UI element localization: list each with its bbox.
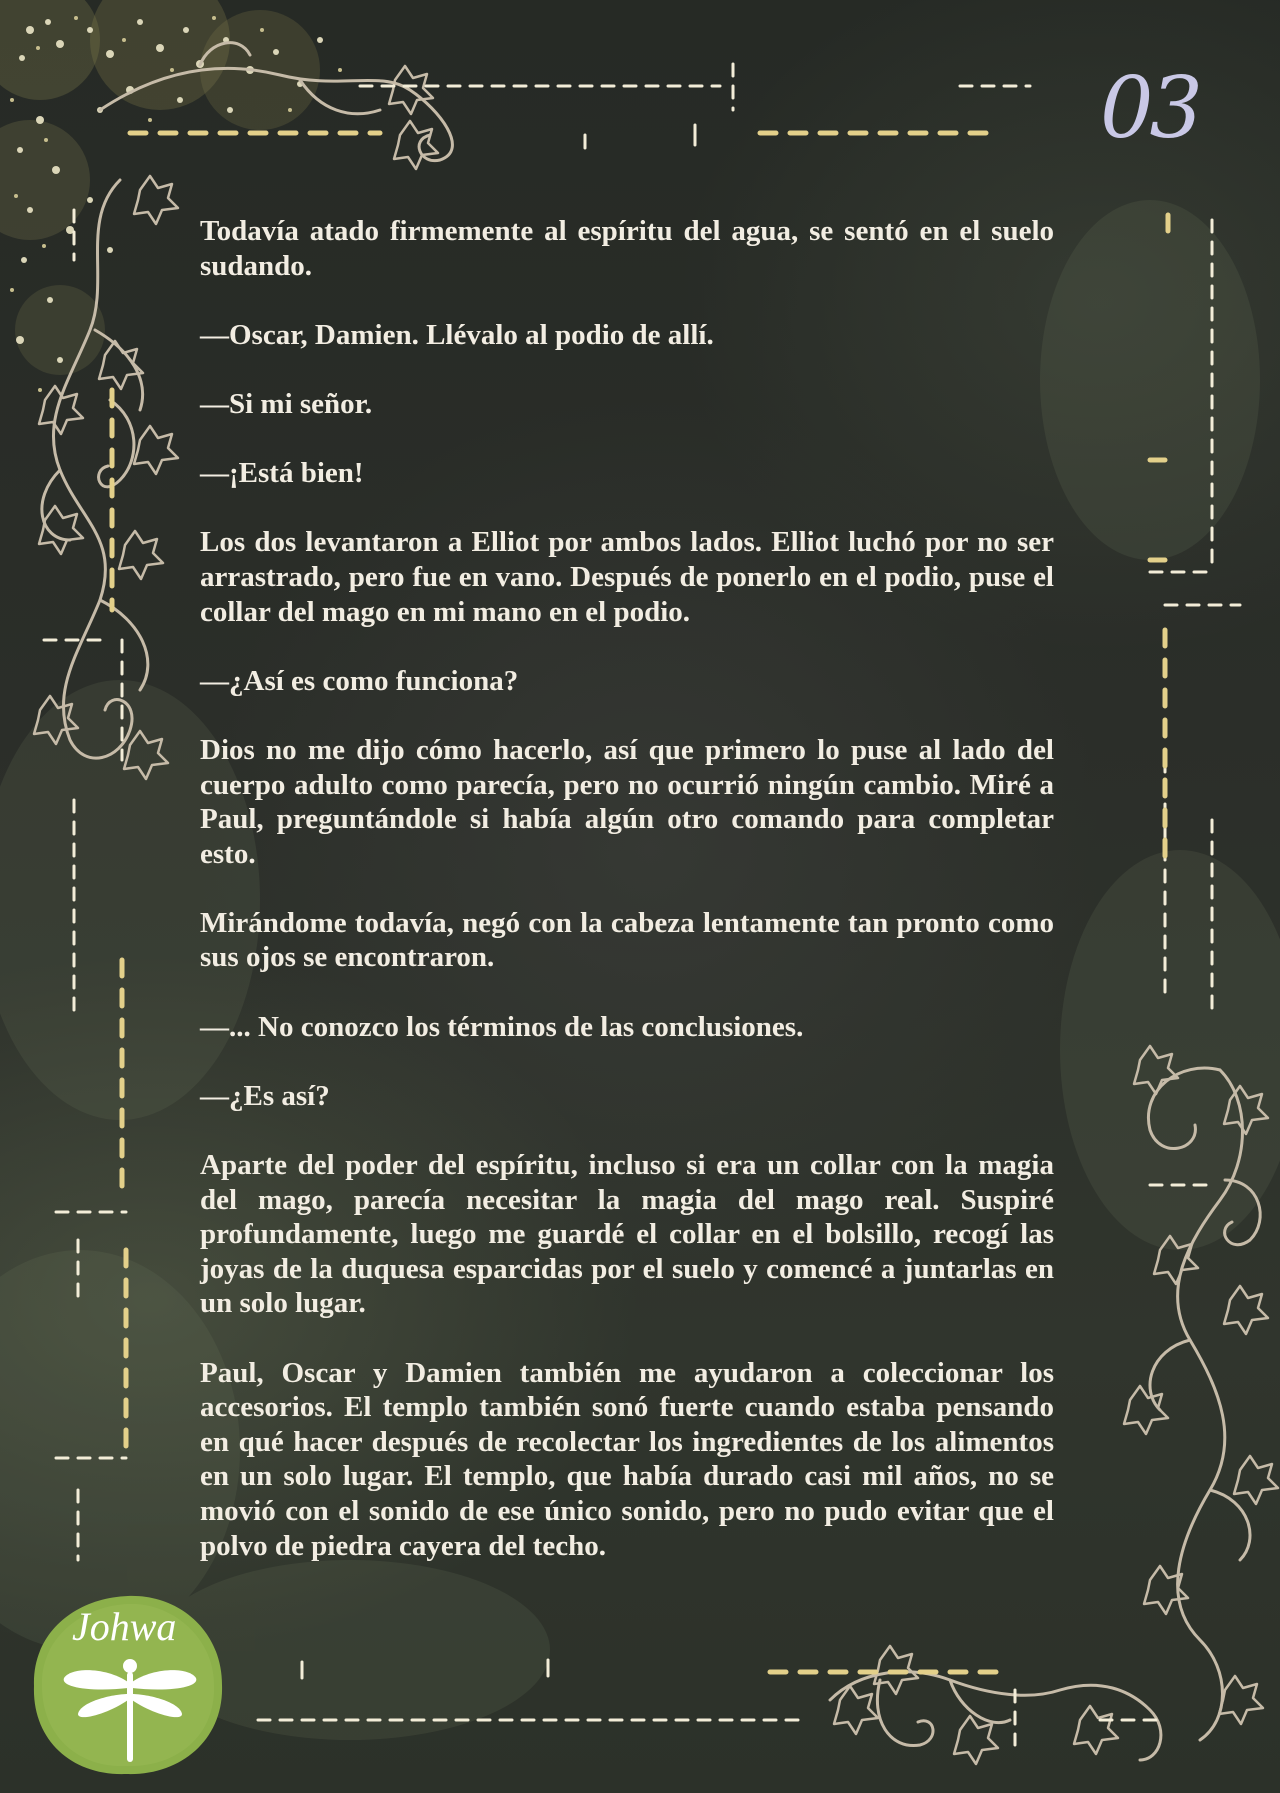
- page-number: 03: [1100, 59, 1199, 157]
- paragraph: Mirándome todavía, negó con la cabeza lentamente tan pronto como sus ojos se encontraron.: [200, 906, 1054, 974]
- paragraph: Paul, Oscar y Damien también me ayudaron a coleccionar los accesorios. El templo también sonó fuerte cuando estaba pensando en qué hacer después de recolectar los ingredientes de los alimentos en un solo lugar. El templo, que había durado casi mil años, no se movió con el sonido de ese único sonido, pero no pudo evitar que el polvo de piedra cayera del techo.: [200, 1356, 1054, 1562]
- paragraph: —¿Es así?: [200, 1079, 330, 1112]
- paragraph: —... No conozco los términos de las conclusiones.: [200, 1010, 804, 1043]
- paragraph: —¿Así es como funciona?: [200, 664, 519, 697]
- paragraph: Todavía atado firmemente al espíritu del agua, se sentó en el suelo sudando.: [200, 215, 1054, 282]
- paragraph: Dios no me dijo cómo hacerlo, así que primero lo puse al lado del cuerpo adulto como parecía, pero no ocurrió ningún cambio. Miré a Paul, preguntándole si había algún otro comando para completar esto.: [200, 733, 1054, 870]
- paragraph: Los dos levantaron a Elliot por ambos lados. Elliot luchó por no ser arrastrado, pero fue en vano. Después de ponerlo en el podio, puse el collar del mago en mi mano en el podio.: [200, 526, 1054, 628]
- logo-wordmark: Johwa: [72, 1604, 177, 1649]
- paragraph: —Si mi señor.: [200, 387, 373, 420]
- paragraph: Aparte del poder del espíritu, incluso si era un collar con la magia del mago, parecía necesitar la magia del mago real. Suspiré profundamente, luego me guardé el collar en el bolsillo, recogí las joyas de la duquesa esparcidas por el suelo y comencé a juntarlas en un solo lugar.: [200, 1149, 1054, 1320]
- story-text: [200, 214, 1054, 1598]
- paragraph: —Oscar, Damien. Llévalo al podio de allí.: [200, 318, 714, 351]
- paragraph: —¡Está bien!: [200, 457, 364, 490]
